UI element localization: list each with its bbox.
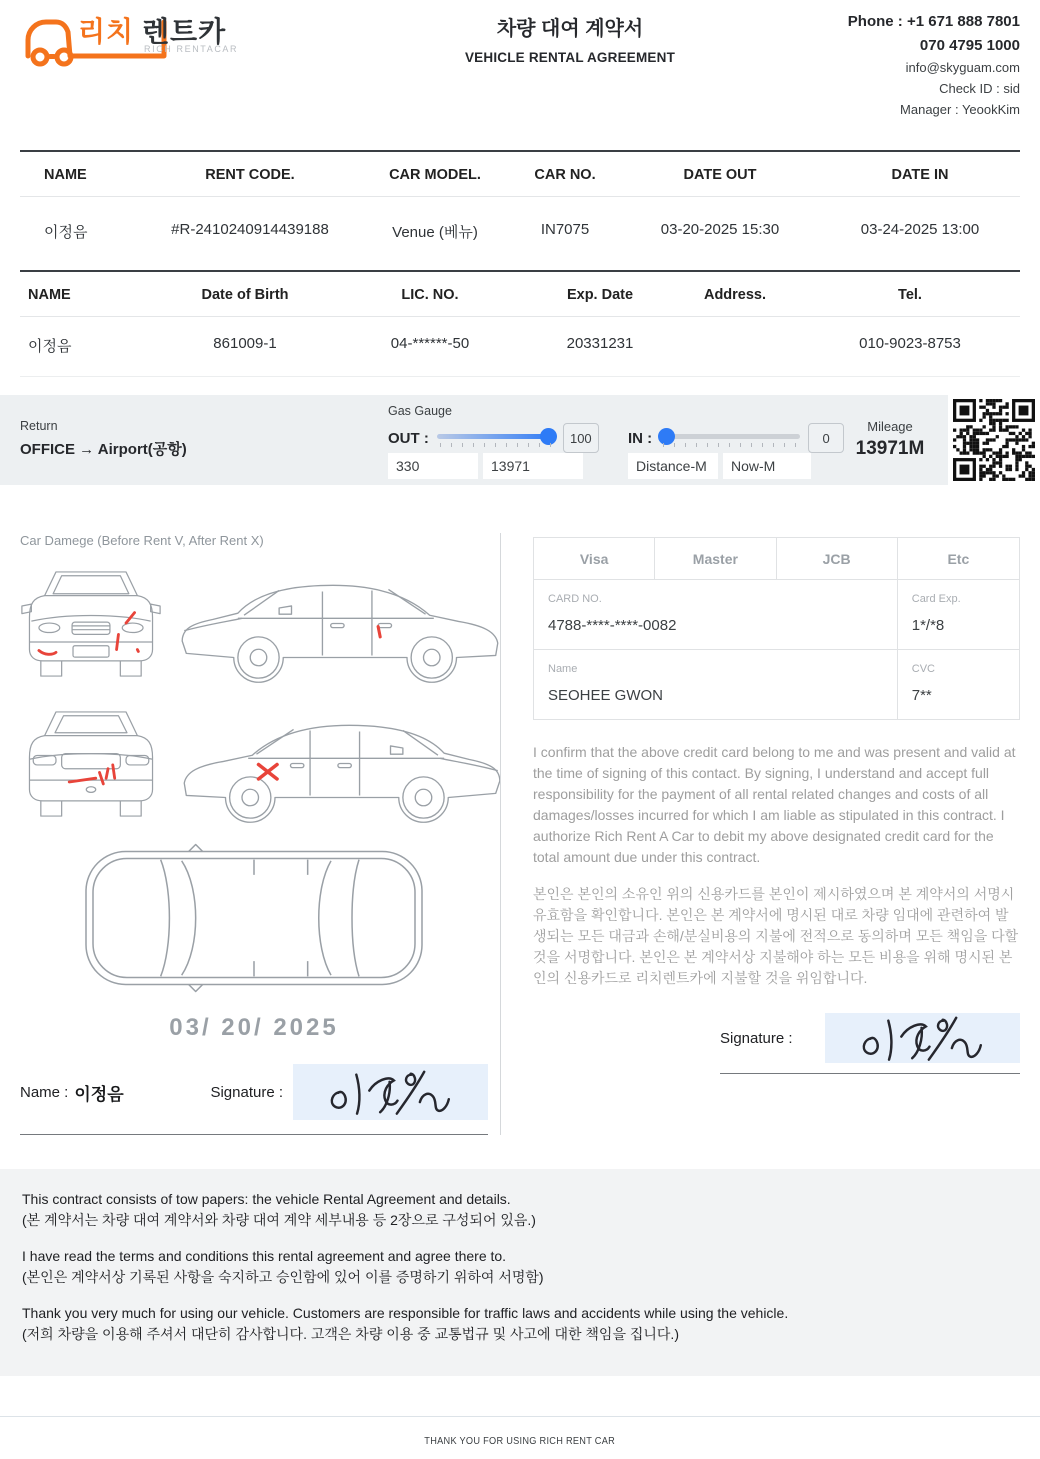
gas-in-track[interactable] <box>660 434 800 439</box>
card-signature <box>838 1012 1008 1064</box>
note-3 <box>22 1303 1018 1345</box>
driver-address <box>670 317 800 376</box>
car-rear-diagram <box>20 700 162 828</box>
driver-table-row <box>20 317 1020 376</box>
car-side-right-diagram <box>176 704 506 824</box>
gas-out-ticks <box>440 443 552 447</box>
card-cvc-field <box>898 650 1019 719</box>
check-id-line: Check ID : sid <box>939 80 1020 96</box>
contract-date: 03/ 20/ 2025 <box>169 1014 339 1041</box>
signature-label: Signature : <box>720 1029 793 1047</box>
gas-out-label: OUT : <box>388 429 429 447</box>
col-car-no: CAR NO. <box>534 167 596 183</box>
card-cvc-value: 7** <box>911 687 932 704</box>
return-label: Return <box>20 419 58 433</box>
note-2 <box>22 1246 1018 1288</box>
renter-signature <box>306 1066 476 1118</box>
manager-line: Manager : YeookKim <box>900 101 1020 117</box>
damage-marks-rear <box>69 765 114 784</box>
gas-in-value[interactable]: 0 <box>808 423 844 453</box>
card-number-field <box>534 580 898 650</box>
col-date-in: DATE IN <box>891 167 949 183</box>
card-brand-visa[interactable]: Visa <box>534 538 655 580</box>
out-now-input[interactable] <box>483 453 583 479</box>
renter-name-value: 이정음 <box>74 1084 124 1104</box>
card-table <box>533 537 1020 720</box>
mileage-label: Mileage <box>867 419 913 434</box>
col-date-out: DATE OUT <box>683 167 757 183</box>
damage-marks-side-1 <box>378 627 380 637</box>
note-1-ko: (본 계약서는 차량 대여 계약서와 차량 대여 계약 세부내용 등 2장으로 구성되어 있음.) <box>22 1212 536 1228</box>
note-1-en: This contract consists of tow papers: the vehicle Rental Agreement and details. <box>22 1191 511 1207</box>
gas-out-value[interactable]: 100 <box>563 423 599 453</box>
qr-zone <box>948 395 1040 485</box>
phone-line-1: Phone : +1 671 888 7801 <box>847 13 1020 30</box>
col-rent-code: RENT CODE. <box>205 167 295 183</box>
note-1 <box>22 1189 1018 1231</box>
car-side-left-diagram <box>176 564 506 684</box>
renter-signature-row <box>20 1064 488 1135</box>
footer-bar <box>0 1416 1040 1459</box>
driver-dob: 861009-1 <box>213 335 277 352</box>
renter-signature-box[interactable] <box>293 1064 488 1120</box>
col-exp-date: Exp. Date <box>566 287 634 303</box>
rental-table-row <box>20 197 1020 270</box>
phone-line-2: 070 4795 1000 <box>919 37 1020 54</box>
signature-label: Signature : <box>210 1083 283 1101</box>
note-2-ko: (본인은 계약서상 기록된 사항을 숙지하고 승인함에 있어 이를 증명하기 위하여 서명함) <box>22 1269 544 1285</box>
col-tel: Tel. <box>898 287 922 303</box>
renter-name: 이정음 <box>44 224 88 241</box>
thank-you-text: THANK YOU FOR USING RICH RENT CAR <box>424 1436 616 1447</box>
date-in: 03-24-2025 13:00 <box>860 221 980 238</box>
page-title-english: VEHICLE RENTAL AGREEMENT <box>464 50 676 65</box>
card-brand-jcb[interactable]: JCB <box>777 538 898 580</box>
card-confirmation-korean: 본인은 본인의 소유인 위의 신용카드를 본인이 제시하였으며 본 계약서의 서명시 유효함을 확인합니다. 본인은 본 계약서에 명시된 대로 차량 임대에 관련하여 발생되는 모든 대금과 손해/분실비용의 지불에 전적으로 동의하며 모든 책임을 다할 것을 서명합니다. 본인은 본 계약서상 지불해야 하는 모든 비용을 위해 명시된 본인의 신용카드로 리치렌트카에 지불할 것을 위임합니다. <box>533 886 1019 986</box>
driver-name: 이정음 <box>28 338 72 355</box>
car-damage-section <box>0 533 500 1135</box>
card-signature-row <box>720 1013 1020 1074</box>
card-brand-etc[interactable]: Etc <box>898 538 1019 580</box>
car-no: IN7075 <box>540 221 590 238</box>
contact-info <box>790 10 1020 150</box>
col-car-model: CAR MODEL. <box>389 167 481 183</box>
gas-in-label: IN : <box>628 429 653 447</box>
logo-text-dark: 렌트카 <box>142 16 227 47</box>
out-distance-input[interactable] <box>388 453 478 479</box>
car-front-diagram <box>20 560 162 688</box>
col-address: Address. <box>703 287 767 303</box>
gas-gauge-bar <box>0 395 1040 485</box>
note-3-en: Thank you very much for using our vehicle. Customers are responsible for traffic laws and accidents while using the vehicle. <box>22 1305 789 1321</box>
col-name: NAME <box>44 167 87 183</box>
card-exp-value: 1*/*8 <box>911 617 945 634</box>
card-signature-box[interactable] <box>825 1013 1020 1063</box>
in-now-input[interactable] <box>723 453 811 479</box>
in-distance-input[interactable] <box>628 453 718 479</box>
card-confirmation-english: I confirm that the above credit card belong to me and was present and valid at the time of signing of this contact. By signing, I understand and accept full responsibility for the payment of all rental related changes and costs of all damages/losses incurred for which I am liable as stipulated in this contract. I authorize Rich Rent A Car to debit my above designated credit card for the total amount due under this contract. <box>533 744 1016 865</box>
gas-out-track[interactable] <box>437 434 555 439</box>
company-logo <box>20 10 350 72</box>
rent-code: #R-2410240914439188 <box>171 221 329 238</box>
car-damage-title: Car Damege (Before Rent V, After Rent X) <box>20 533 264 548</box>
driver-lic-no: 04-******-50 <box>390 335 470 352</box>
gas-in-slider[interactable] <box>660 427 800 449</box>
rental-info-table <box>20 150 1020 270</box>
col-name: NAME <box>28 287 71 303</box>
col-lic-no: LIC. NO. <box>401 287 459 303</box>
gas-in-ticks <box>663 443 797 447</box>
damage-marks-side-2 <box>259 765 278 779</box>
card-holder-value: SEOHEE GWON <box>548 687 664 704</box>
credit-card-section <box>501 533 1040 1135</box>
col-dob: Date of Birth <box>201 287 289 303</box>
logo-subtitle: RICH RENTACAR <box>144 44 239 54</box>
email-line: info@skyguam.com <box>905 60 1020 75</box>
driver-exp-date: 20331231 <box>566 335 634 352</box>
qr-code <box>953 399 1035 481</box>
gas-out-slider[interactable] <box>437 427 555 449</box>
logo-text-orange: 리치 <box>78 16 135 47</box>
rental-table-header <box>20 150 1020 197</box>
name-label: Name : <box>20 1083 69 1101</box>
date-out: 03-20-2025 15:30 <box>660 221 780 238</box>
mileage-value: 13971M <box>855 438 925 459</box>
gas-gauge-label: Gas Gauge <box>388 404 452 418</box>
car-top-diagram <box>79 838 429 998</box>
driver-info-table <box>20 270 1020 377</box>
car-model: Venue (베뉴) <box>392 224 478 241</box>
card-number-value: 4788-****-****-0082 <box>548 617 677 634</box>
card-holder-field <box>534 650 898 719</box>
damage-marks-front <box>39 613 138 655</box>
return-route: OFFICE → Airport(공항) <box>20 441 187 458</box>
card-holder-label: Name <box>548 663 578 675</box>
card-exp-label: Card Exp. <box>911 593 961 605</box>
card-number-label: CARD NO. <box>548 593 602 605</box>
contract-notes <box>0 1169 1040 1376</box>
note-3-ko: (저희 차량을 이용해 주셔서 대단히 감사합니다. 고객은 차량 이용 중 교통법규 및 사고에 대한 책임을 집니다.) <box>22 1326 679 1342</box>
card-cvc-label: CVC <box>911 663 935 675</box>
note-2-en: I have read the terms and conditions this rental agreement and agree there to. <box>22 1248 507 1264</box>
card-brand-master[interactable]: Master <box>655 538 776 580</box>
driver-tel: 010-9023-8753 <box>859 335 961 352</box>
page-header <box>0 0 1040 150</box>
card-exp-field <box>898 580 1019 650</box>
page-title-korean: 차량 대여 계약서 <box>496 18 644 40</box>
driver-table-header <box>20 270 1020 317</box>
